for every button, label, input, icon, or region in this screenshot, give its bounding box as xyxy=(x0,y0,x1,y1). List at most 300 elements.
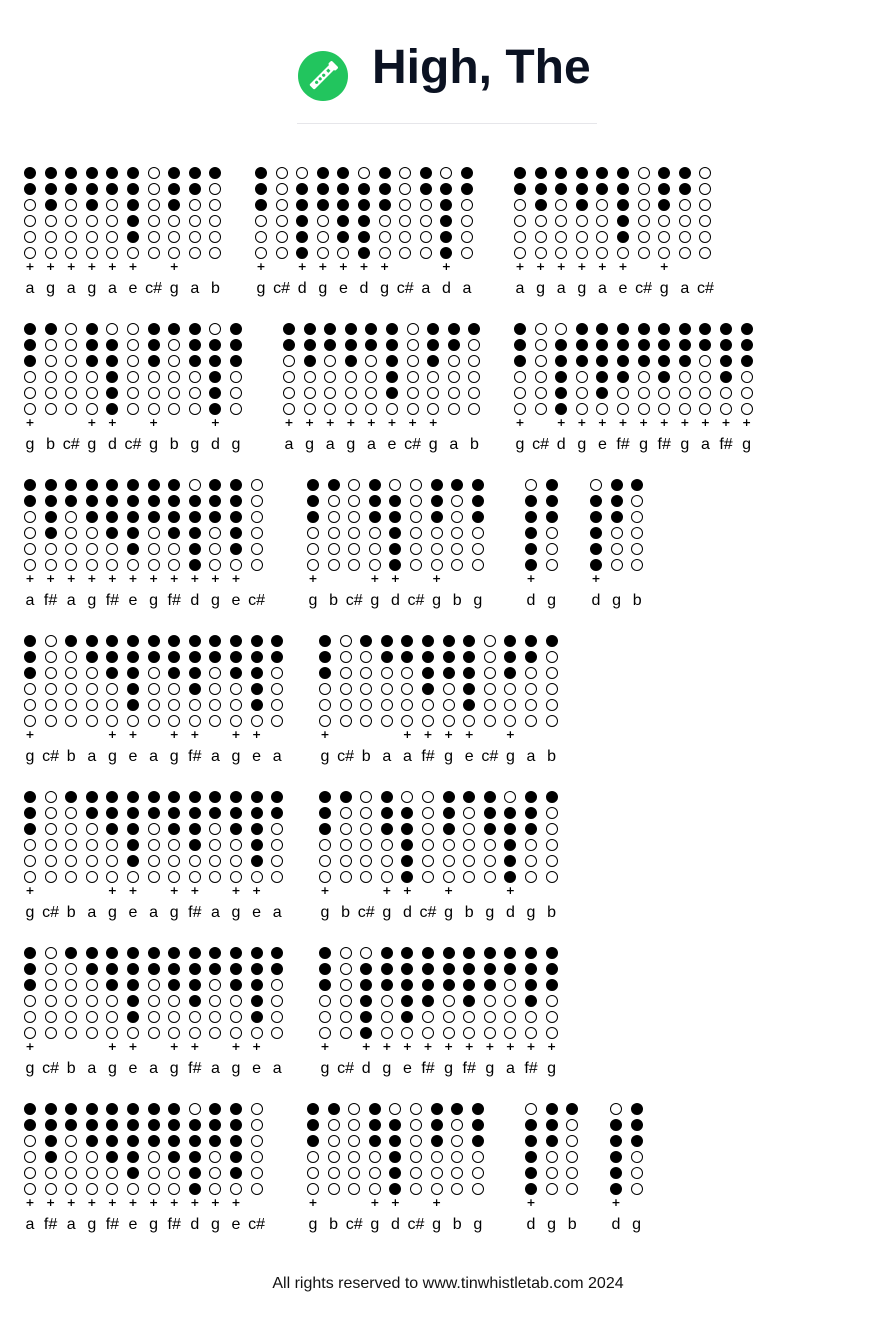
closed-hole xyxy=(611,495,623,507)
open-hole xyxy=(168,1183,180,1195)
open-hole xyxy=(251,511,263,523)
octave-marker: + xyxy=(591,572,601,585)
closed-hole xyxy=(720,323,732,335)
note-label: g xyxy=(320,748,330,765)
open-hole xyxy=(348,1183,360,1195)
note-label: c# xyxy=(42,1060,60,1077)
closed-hole xyxy=(555,387,567,399)
open-hole xyxy=(271,979,283,991)
open-hole xyxy=(86,543,98,555)
closed-hole xyxy=(127,215,139,227)
open-hole xyxy=(345,371,357,383)
note-label: g xyxy=(505,748,515,765)
closed-hole xyxy=(251,1011,263,1023)
note-label: f# xyxy=(188,748,202,765)
closed-hole xyxy=(504,823,516,835)
closed-hole xyxy=(304,355,316,367)
open-hole xyxy=(679,199,691,211)
closed-hole xyxy=(658,199,670,211)
open-hole xyxy=(45,1167,57,1179)
note-label: g xyxy=(432,592,442,609)
open-hole xyxy=(127,371,139,383)
note-label: b xyxy=(567,1216,577,1233)
note-column xyxy=(455,150,479,297)
closed-hole xyxy=(422,963,434,975)
closed-hole xyxy=(106,403,118,415)
closed-hole xyxy=(230,635,242,647)
note-label: g xyxy=(308,592,318,609)
open-hole xyxy=(463,871,475,883)
open-hole xyxy=(189,231,201,243)
note-label: g xyxy=(169,1060,179,1077)
closed-hole xyxy=(379,167,391,179)
open-hole xyxy=(340,947,352,959)
closed-hole xyxy=(86,339,98,351)
closed-hole xyxy=(319,947,331,959)
closed-hole xyxy=(576,339,588,351)
closed-hole xyxy=(271,807,283,819)
closed-hole xyxy=(461,183,473,195)
closed-hole xyxy=(463,947,475,959)
open-hole xyxy=(504,791,516,803)
open-hole xyxy=(611,559,623,571)
closed-hole xyxy=(386,323,398,335)
closed-hole xyxy=(386,387,398,399)
closed-hole xyxy=(379,199,391,211)
open-hole xyxy=(209,1011,221,1023)
open-hole xyxy=(348,511,360,523)
closed-hole xyxy=(230,1119,242,1131)
octave-marker: + xyxy=(66,572,76,585)
closed-hole xyxy=(65,635,77,647)
open-hole xyxy=(251,871,263,883)
closed-hole xyxy=(611,511,623,523)
open-hole xyxy=(209,1167,221,1179)
open-hole xyxy=(546,1151,558,1163)
octave-marker: + xyxy=(251,1040,262,1053)
open-hole xyxy=(337,247,349,259)
closed-hole xyxy=(525,543,537,555)
open-hole xyxy=(189,1011,201,1023)
open-hole xyxy=(168,1011,180,1023)
closed-hole xyxy=(24,167,36,179)
octave-marker: + xyxy=(107,416,117,429)
note-label: b xyxy=(547,904,557,921)
open-hole xyxy=(106,1011,118,1023)
note-label: g xyxy=(149,592,159,609)
note-label: g xyxy=(25,1060,35,1077)
note-column xyxy=(224,306,248,453)
closed-hole xyxy=(209,479,221,491)
closed-hole xyxy=(189,1119,201,1131)
closed-hole xyxy=(679,339,691,351)
open-hole xyxy=(45,683,57,695)
open-hole xyxy=(45,791,57,803)
note-label: g xyxy=(382,1060,392,1077)
open-hole xyxy=(255,215,267,227)
note-label: a xyxy=(149,748,159,765)
octave-marker: + xyxy=(190,1040,200,1053)
open-hole xyxy=(451,1119,463,1131)
octave-marker: + xyxy=(431,572,442,585)
octave-marker: + xyxy=(659,416,669,429)
open-hole xyxy=(566,1151,578,1163)
note-label: f# xyxy=(188,904,202,921)
open-hole xyxy=(271,839,283,851)
note-label: b xyxy=(632,592,642,609)
octave-marker: + xyxy=(45,572,56,585)
octave-marker: + xyxy=(107,1040,117,1053)
closed-hole xyxy=(546,979,558,991)
open-hole xyxy=(86,1167,98,1179)
closed-hole xyxy=(440,231,452,243)
closed-hole xyxy=(127,947,139,959)
open-hole xyxy=(525,699,537,711)
note-label: d xyxy=(390,1216,400,1233)
open-hole xyxy=(410,559,422,571)
closed-hole xyxy=(699,339,711,351)
note-label: d xyxy=(556,436,566,453)
octave-marker: + xyxy=(231,1196,241,1209)
open-hole xyxy=(209,543,221,555)
note-label: g xyxy=(612,592,622,609)
note-label: b xyxy=(361,748,371,765)
open-hole xyxy=(340,683,352,695)
note-label: g xyxy=(382,904,392,921)
open-hole xyxy=(427,371,439,383)
open-hole xyxy=(484,1027,496,1039)
open-hole xyxy=(324,387,336,399)
note-label: c# xyxy=(337,748,355,765)
note-label: a xyxy=(107,280,117,297)
note-column xyxy=(265,774,289,921)
closed-hole xyxy=(451,1103,463,1115)
open-hole xyxy=(443,839,455,851)
closed-hole xyxy=(504,855,516,867)
closed-hole xyxy=(525,1151,537,1163)
closed-hole xyxy=(127,979,139,991)
octave-marker: + xyxy=(128,728,138,741)
open-hole xyxy=(389,1103,401,1115)
open-hole xyxy=(348,1119,360,1131)
closed-hole xyxy=(230,651,242,663)
open-hole xyxy=(410,527,422,539)
note-label: a xyxy=(149,1060,159,1077)
open-hole xyxy=(251,1027,263,1039)
open-hole xyxy=(271,1027,283,1039)
open-hole xyxy=(348,1167,360,1179)
open-hole xyxy=(420,215,432,227)
open-hole xyxy=(546,683,558,695)
closed-hole xyxy=(369,495,381,507)
open-hole xyxy=(24,247,36,259)
note-label: g xyxy=(577,436,587,453)
octave-marker: + xyxy=(577,260,587,273)
open-hole xyxy=(699,355,711,367)
closed-hole xyxy=(209,403,221,415)
note-label: a xyxy=(366,436,376,453)
closed-hole xyxy=(106,495,118,507)
open-hole xyxy=(230,371,242,383)
tab-group xyxy=(301,1086,495,1238)
open-hole xyxy=(65,387,77,399)
closed-hole xyxy=(127,667,139,679)
closed-hole xyxy=(611,479,623,491)
note-label: f# xyxy=(43,592,58,609)
closed-hole xyxy=(24,183,36,195)
open-hole xyxy=(127,403,139,415)
note-label: g xyxy=(547,1216,557,1233)
open-hole xyxy=(420,231,432,243)
open-hole xyxy=(576,403,588,415)
octave-marker: + xyxy=(231,728,241,741)
note-label: d xyxy=(359,280,369,297)
whistle-tablature xyxy=(0,150,896,1250)
open-hole xyxy=(317,247,329,259)
open-hole xyxy=(86,1027,98,1039)
closed-hole xyxy=(296,183,308,195)
open-hole xyxy=(86,371,98,383)
closed-hole xyxy=(525,979,537,991)
open-hole xyxy=(381,1027,393,1039)
note-column xyxy=(203,150,227,297)
open-hole xyxy=(168,699,180,711)
closed-hole xyxy=(720,371,732,383)
tab-group xyxy=(18,1086,274,1238)
closed-hole xyxy=(251,839,263,851)
open-hole xyxy=(422,871,434,883)
note-label: b xyxy=(210,280,220,297)
open-hole xyxy=(546,667,558,679)
note-label: e xyxy=(464,748,474,765)
closed-hole xyxy=(148,355,160,367)
octave-marker: + xyxy=(346,416,356,429)
closed-hole xyxy=(86,355,98,367)
closed-hole xyxy=(546,635,558,647)
octave-marker: + xyxy=(423,1040,433,1053)
open-hole xyxy=(209,667,221,679)
closed-hole xyxy=(106,979,118,991)
closed-hole xyxy=(345,323,357,335)
octave-marker: + xyxy=(320,884,330,897)
note-column xyxy=(540,462,564,609)
closed-hole xyxy=(230,511,242,523)
open-hole xyxy=(65,871,77,883)
closed-hole xyxy=(389,495,401,507)
open-hole xyxy=(148,979,160,991)
open-hole xyxy=(230,1027,242,1039)
closed-hole xyxy=(127,635,139,647)
closed-hole xyxy=(127,807,139,819)
open-hole xyxy=(148,1027,160,1039)
note-label: f# xyxy=(105,592,120,609)
note-label: g xyxy=(25,748,35,765)
closed-hole xyxy=(381,635,393,647)
open-hole xyxy=(209,715,221,727)
open-hole xyxy=(283,403,295,415)
octave-marker: + xyxy=(169,728,179,741)
open-hole xyxy=(463,839,475,851)
octave-marker: + xyxy=(87,416,97,429)
tab-group xyxy=(18,618,294,770)
octave-marker: + xyxy=(251,728,262,741)
closed-hole xyxy=(45,1103,57,1115)
note-label: a xyxy=(421,280,431,297)
open-hole xyxy=(535,387,547,399)
open-hole xyxy=(328,527,340,539)
note-label: e xyxy=(128,748,138,765)
closed-hole xyxy=(24,339,36,351)
open-hole xyxy=(271,715,283,727)
note-label: c# xyxy=(532,436,550,453)
open-hole xyxy=(679,231,691,243)
closed-hole xyxy=(596,323,608,335)
open-hole xyxy=(24,387,36,399)
closed-hole xyxy=(555,403,567,415)
open-hole xyxy=(576,247,588,259)
open-hole xyxy=(340,651,352,663)
octave-marker: + xyxy=(320,728,330,741)
closed-hole xyxy=(389,1135,401,1147)
open-hole xyxy=(86,387,98,399)
closed-hole xyxy=(525,791,537,803)
open-hole xyxy=(328,1119,340,1131)
open-hole xyxy=(463,807,475,819)
open-hole xyxy=(24,527,36,539)
open-hole xyxy=(422,807,434,819)
closed-hole xyxy=(360,963,372,975)
tab-group xyxy=(18,930,294,1082)
closed-hole xyxy=(189,323,201,335)
open-hole xyxy=(65,699,77,711)
open-hole xyxy=(230,995,242,1007)
closed-hole xyxy=(319,807,331,819)
open-hole xyxy=(319,839,331,851)
open-hole xyxy=(209,215,221,227)
closed-hole xyxy=(358,231,370,243)
closed-hole xyxy=(271,651,283,663)
open-hole xyxy=(484,699,496,711)
open-hole xyxy=(168,683,180,695)
closed-hole xyxy=(127,699,139,711)
closed-hole xyxy=(168,495,180,507)
open-hole xyxy=(360,699,372,711)
closed-hole xyxy=(86,635,98,647)
note-label: b xyxy=(452,592,462,609)
octave-marker: + xyxy=(107,260,117,273)
open-hole xyxy=(340,1027,352,1039)
closed-hole xyxy=(304,339,316,351)
open-hole xyxy=(340,635,352,647)
open-hole xyxy=(65,371,77,383)
closed-hole xyxy=(168,807,180,819)
octave-marker: + xyxy=(423,728,433,741)
note-label: a xyxy=(25,280,35,297)
open-hole xyxy=(638,403,650,415)
open-hole xyxy=(514,371,526,383)
open-hole xyxy=(65,231,77,243)
open-hole xyxy=(546,651,558,663)
open-hole xyxy=(741,387,753,399)
note-label: f# xyxy=(167,592,181,609)
open-hole xyxy=(45,231,57,243)
octave-marker: + xyxy=(366,416,376,429)
open-hole xyxy=(106,699,118,711)
open-hole xyxy=(431,527,443,539)
open-hole xyxy=(468,355,480,367)
closed-hole xyxy=(24,947,36,959)
open-hole xyxy=(86,715,98,727)
open-hole xyxy=(535,231,547,243)
open-hole xyxy=(86,839,98,851)
octave-marker: + xyxy=(107,884,117,897)
closed-hole xyxy=(360,995,372,1007)
open-hole xyxy=(148,839,160,851)
closed-hole xyxy=(360,635,372,647)
open-hole xyxy=(410,1103,422,1115)
open-hole xyxy=(209,1151,221,1163)
open-hole xyxy=(399,199,411,211)
open-hole xyxy=(168,839,180,851)
closed-hole xyxy=(555,355,567,367)
open-hole xyxy=(348,1151,360,1163)
closed-hole xyxy=(337,167,349,179)
open-hole xyxy=(514,199,526,211)
note-column xyxy=(540,930,564,1077)
closed-hole xyxy=(463,635,475,647)
open-hole xyxy=(324,371,336,383)
closed-hole xyxy=(86,791,98,803)
open-hole xyxy=(189,371,201,383)
open-hole xyxy=(65,339,77,351)
open-hole xyxy=(230,1011,242,1023)
open-hole xyxy=(24,231,36,243)
note-label: b xyxy=(169,436,179,453)
open-hole xyxy=(340,823,352,835)
open-hole xyxy=(461,247,473,259)
open-hole xyxy=(251,479,263,491)
note-label: d xyxy=(390,592,400,609)
closed-hole xyxy=(679,323,691,335)
note-label: c# xyxy=(635,280,653,297)
open-hole xyxy=(230,839,242,851)
open-hole xyxy=(276,167,288,179)
open-hole xyxy=(381,683,393,695)
open-hole xyxy=(24,1027,36,1039)
open-hole xyxy=(617,403,629,415)
open-hole xyxy=(209,199,221,211)
open-hole xyxy=(24,559,36,571)
closed-hole xyxy=(127,527,139,539)
open-hole xyxy=(168,387,180,399)
open-hole xyxy=(276,199,288,211)
open-hole xyxy=(472,1183,484,1195)
open-hole xyxy=(699,403,711,415)
open-hole xyxy=(189,387,201,399)
open-hole xyxy=(340,807,352,819)
open-hole xyxy=(448,403,460,415)
octave-marker: + xyxy=(190,884,200,897)
closed-hole xyxy=(209,339,221,351)
octave-marker: + xyxy=(231,884,241,897)
closed-hole xyxy=(189,1167,201,1179)
open-hole xyxy=(168,339,180,351)
note-label: a xyxy=(149,904,159,921)
closed-hole xyxy=(617,183,629,195)
note-label: c# xyxy=(481,748,499,765)
open-hole xyxy=(127,1183,139,1195)
open-hole xyxy=(148,1011,160,1023)
